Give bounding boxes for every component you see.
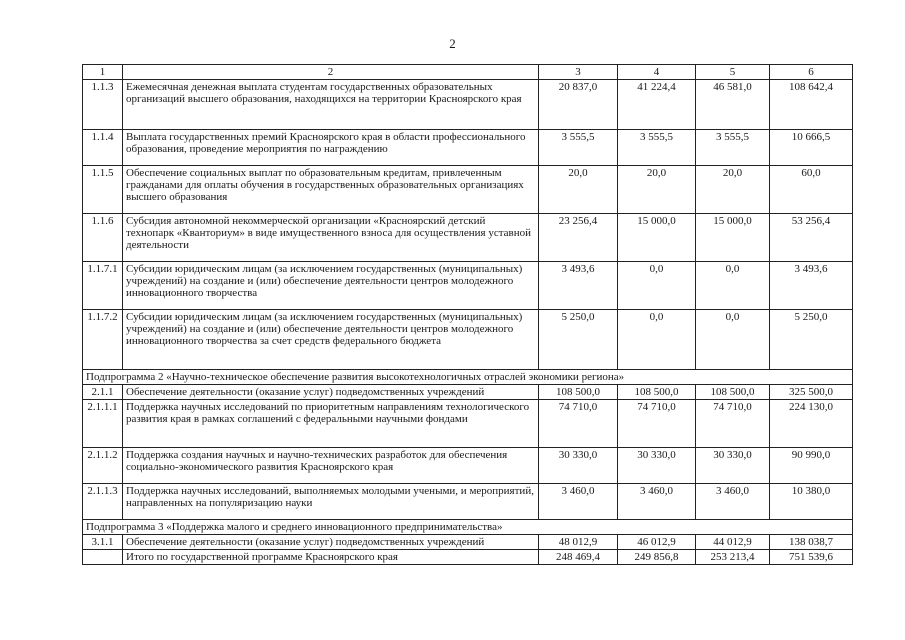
row-number: 1.1.6	[83, 214, 123, 262]
value-col-3: 74 710,0	[539, 400, 618, 448]
table-row	[83, 130, 853, 166]
row-name: Ежемесячная денежная выплата студентам государственных образовательных организаций высшего образования, находящихся на территории Красноярского края	[123, 80, 539, 130]
table-row	[83, 400, 853, 448]
value-col-4: 30 330,0	[618, 448, 696, 484]
row-name: Поддержка создания научных и научно-технических разработок для обеспечения социально-экономического развития Красноярского края	[123, 448, 539, 484]
value-col-3: 5 250,0	[539, 310, 618, 370]
value-col-3: 3 460,0	[539, 484, 618, 520]
row-number: 1.1.3	[83, 80, 123, 130]
budget-table	[82, 64, 853, 565]
row-number	[83, 550, 123, 565]
subprogram-title: Подпрограмма 3 «Поддержка малого и среднего инновационного предпринимательства»	[83, 520, 853, 535]
value-col-4: 15 000,0	[618, 214, 696, 262]
total-label: Итого по государственной программе Красноярского края	[123, 550, 539, 565]
row-number: 2.1.1.3	[83, 484, 123, 520]
value-col-6: 108 642,4	[770, 80, 853, 130]
value-col-3: 23 256,4	[539, 214, 618, 262]
row-number: 2.1.1	[83, 385, 123, 400]
row-name: Субсидии юридическим лицам (за исключением государственных (муниципальных) учреждений) на создание и (или) обеспечение деятельности центров молодежного инновационного творчества	[123, 262, 539, 310]
value-col-4: 249 856,8	[618, 550, 696, 565]
header-cell: 3	[539, 65, 618, 80]
value-col-5: 0,0	[696, 262, 770, 310]
value-col-5: 3 460,0	[696, 484, 770, 520]
value-col-5: 46 581,0	[696, 80, 770, 130]
value-col-6: 5 250,0	[770, 310, 853, 370]
value-col-4: 0,0	[618, 262, 696, 310]
value-col-4: 0,0	[618, 310, 696, 370]
value-col-4: 3 555,5	[618, 130, 696, 166]
row-name: Субсидии юридическим лицам (за исключением государственных (муниципальных) учреждений) на создание и (или) обеспечение деятельности центров молодежного инновационного творчества за счет средств федерального бюджета	[123, 310, 539, 370]
table-row	[83, 310, 853, 370]
value-col-4: 41 224,4	[618, 80, 696, 130]
value-col-3: 20 837,0	[539, 80, 618, 130]
table-row	[83, 262, 853, 310]
value-col-6: 60,0	[770, 166, 853, 214]
page-number: 2	[449, 36, 456, 51]
value-col-5: 30 330,0	[696, 448, 770, 484]
row-number: 1.1.7.1	[83, 262, 123, 310]
row-number: 1.1.5	[83, 166, 123, 214]
value-col-6: 53 256,4	[770, 214, 853, 262]
row-name: Обеспечение деятельности (оказание услуг) подведомственных учреждений	[123, 535, 539, 550]
row-name: Обеспечение деятельности (оказание услуг) подведомственных учреждений	[123, 385, 539, 400]
value-col-3: 48 012,9	[539, 535, 618, 550]
value-col-3: 30 330,0	[539, 448, 618, 484]
subprogram-title: Подпрограмма 2 «Научно-техническое обеспечение развития высокотехнологичных отраслей экономики региона»	[83, 370, 853, 385]
value-col-3: 248 469,4	[539, 550, 618, 565]
value-col-5: 3 555,5	[696, 130, 770, 166]
header-cell: 5	[696, 65, 770, 80]
value-col-4: 46 012,9	[618, 535, 696, 550]
header-cell: 1	[83, 65, 123, 80]
total-row	[83, 550, 853, 565]
value-col-3: 3 493,6	[539, 262, 618, 310]
header-cell: 2	[123, 65, 539, 80]
value-col-6: 751 539,6	[770, 550, 853, 565]
value-col-5: 108 500,0	[696, 385, 770, 400]
value-col-5: 15 000,0	[696, 214, 770, 262]
value-col-3: 108 500,0	[539, 385, 618, 400]
row-name: Выплата государственных премий Красноярского края в области профессионального образования, проведение мероприятия по награждению	[123, 130, 539, 166]
table-row	[83, 385, 853, 400]
value-col-5: 253 213,4	[696, 550, 770, 565]
value-col-5: 20,0	[696, 166, 770, 214]
row-name: Субсидия автономной некоммерческой организации «Красноярский детский технопарк «Кванториум» в виде имущественного взноса для осуществления уставной деятельности	[123, 214, 539, 262]
value-col-5: 44 012,9	[696, 535, 770, 550]
row-number: 2.1.1.1	[83, 400, 123, 448]
subprogram-row	[83, 520, 853, 535]
value-col-6: 138 038,7	[770, 535, 853, 550]
table-row	[83, 448, 853, 484]
header-cell: 6	[770, 65, 853, 80]
row-number: 1.1.7.2	[83, 310, 123, 370]
table-row	[83, 214, 853, 262]
row-number: 1.1.4	[83, 130, 123, 166]
table-row	[83, 484, 853, 520]
table-row	[83, 80, 853, 130]
value-col-5: 74 710,0	[696, 400, 770, 448]
value-col-6: 10 380,0	[770, 484, 853, 520]
value-col-6: 224 130,0	[770, 400, 853, 448]
row-number: 2.1.1.2	[83, 448, 123, 484]
table-header-row	[83, 65, 853, 80]
value-col-4: 20,0	[618, 166, 696, 214]
value-col-6: 90 990,0	[770, 448, 853, 484]
value-col-4: 108 500,0	[618, 385, 696, 400]
row-number: 3.1.1	[83, 535, 123, 550]
subprogram-row	[83, 370, 853, 385]
row-name: Поддержка научных исследований по приоритетным направлениям технологического развития края в рамках соглашений с федеральными научными фондами	[123, 400, 539, 448]
value-col-6: 3 493,6	[770, 262, 853, 310]
table-row	[83, 166, 853, 214]
value-col-6: 325 500,0	[770, 385, 853, 400]
row-name: Обеспечение социальных выплат по образовательным кредитам, привлеченным гражданами для оплаты обучения в государственных образовательных организациях высшего образования	[123, 166, 539, 214]
value-col-4: 74 710,0	[618, 400, 696, 448]
value-col-6: 10 666,5	[770, 130, 853, 166]
value-col-5: 0,0	[696, 310, 770, 370]
value-col-3: 3 555,5	[539, 130, 618, 166]
value-col-4: 3 460,0	[618, 484, 696, 520]
table-row	[83, 535, 853, 550]
row-name: Поддержка научных исследований, выполняемых молодыми учеными, и мероприятий, направленных на популяризацию науки	[123, 484, 539, 520]
value-col-3: 20,0	[539, 166, 618, 214]
header-cell: 4	[618, 65, 696, 80]
